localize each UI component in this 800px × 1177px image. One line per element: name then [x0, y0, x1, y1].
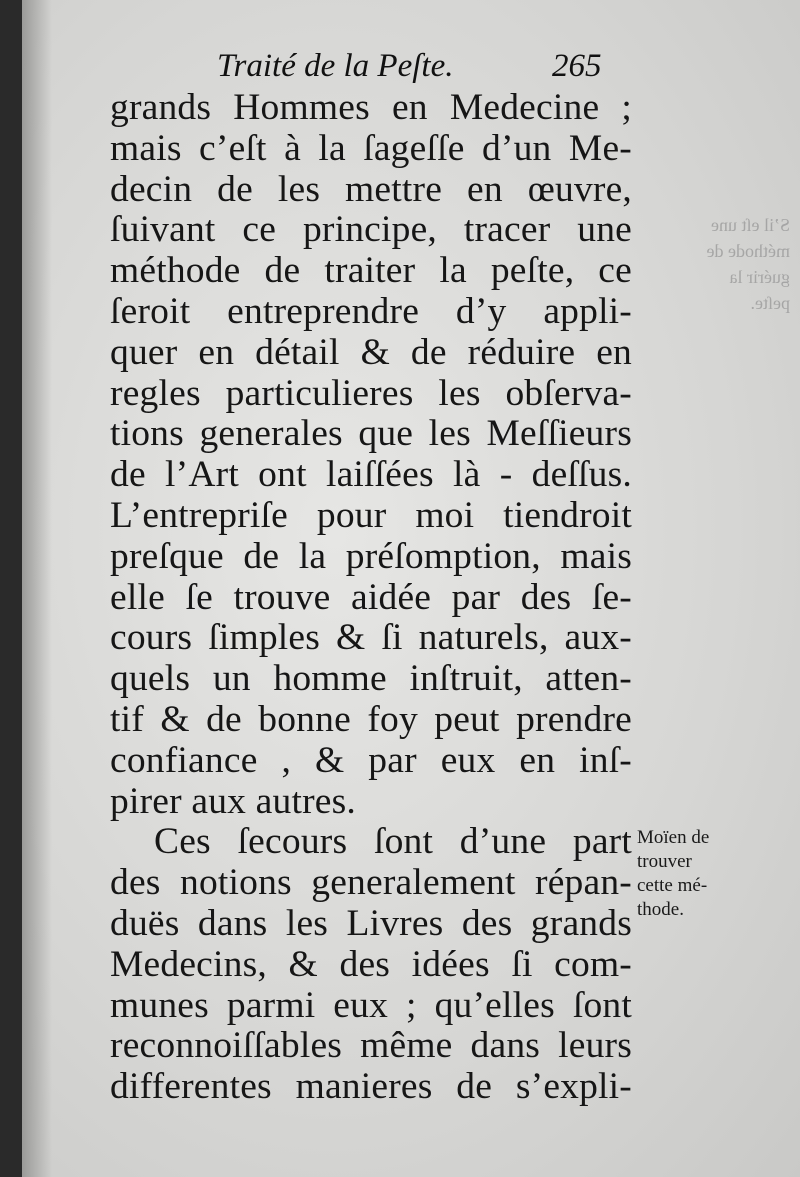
text-line: pirer aux autres. — [110, 780, 356, 822]
margin-note-line: Moïen de — [637, 827, 710, 848]
body-text — [110, 88, 632, 1108]
bleed-line: peſte. — [750, 293, 790, 313]
running-title: Traité de la Peſte. — [217, 48, 454, 84]
text-line: reconnoiſſables même dans leurs — [110, 1025, 632, 1067]
margin-note — [637, 826, 787, 922]
margin-note-line: thode. — [637, 899, 684, 920]
text-line: differentes manieres de s’expli- — [110, 1066, 632, 1108]
page-number: 265 — [552, 48, 602, 84]
text-line: mais c’eſt à la ſageſſe d’un Me- — [110, 127, 632, 169]
margin-note-line: cette mé- — [637, 875, 708, 896]
text-line: Ces ſecours ſont d’une part — [154, 821, 632, 863]
text-line: elle ſe trouve aidée par des ſe- — [110, 576, 632, 618]
bleed-line: S’il eſt une — [711, 215, 790, 235]
text-line: quels un homme inſtruit, atten- — [110, 658, 632, 700]
text-line: de l’Art ont laiſſées là - deſſus. — [110, 454, 632, 496]
text-line: regles particulieres les obſerva- — [110, 372, 632, 414]
gutter-shadow — [22, 0, 52, 1177]
text-line: cours ſimples & ſi naturels, aux- — [110, 617, 632, 659]
text-line: L’entrepriſe pour moi tiendroit — [110, 494, 632, 536]
text-line: quer en détail & de réduire en — [110, 331, 632, 373]
text-line: ſeroit entreprendre d’y appli- — [110, 290, 632, 332]
text-line: duës dans les Livres des grands — [110, 902, 632, 944]
text-line: méthode de traiter la peſte, ce — [110, 250, 632, 292]
text-line: Medecins, & des idées ſi com- — [110, 943, 632, 985]
book-page — [22, 0, 800, 1177]
text-line: ſuivant ce principe, tracer une — [110, 209, 632, 251]
bleed-line: méthode de — [706, 241, 790, 261]
text-line: tif & de bonne foy peut prendre — [110, 698, 632, 740]
text-line: decin de les mettre en œuvre, — [110, 168, 632, 210]
bleed-through-note — [630, 212, 790, 316]
text-line: preſque de la préſomption, mais — [110, 535, 632, 577]
text-line: grands Hommes en Medecine ; — [110, 87, 632, 128]
margin-note-line: trouver — [637, 851, 692, 872]
text-line: confiance , & par eux en inſ- — [110, 739, 632, 781]
text-line: tions generales que les Meſſieurs — [110, 413, 632, 455]
text-line: munes parmi eux ; qu’elles ſont — [110, 984, 632, 1026]
bleed-line: guérir la — [729, 267, 790, 287]
text-line: des notions generalement répan- — [110, 862, 632, 904]
